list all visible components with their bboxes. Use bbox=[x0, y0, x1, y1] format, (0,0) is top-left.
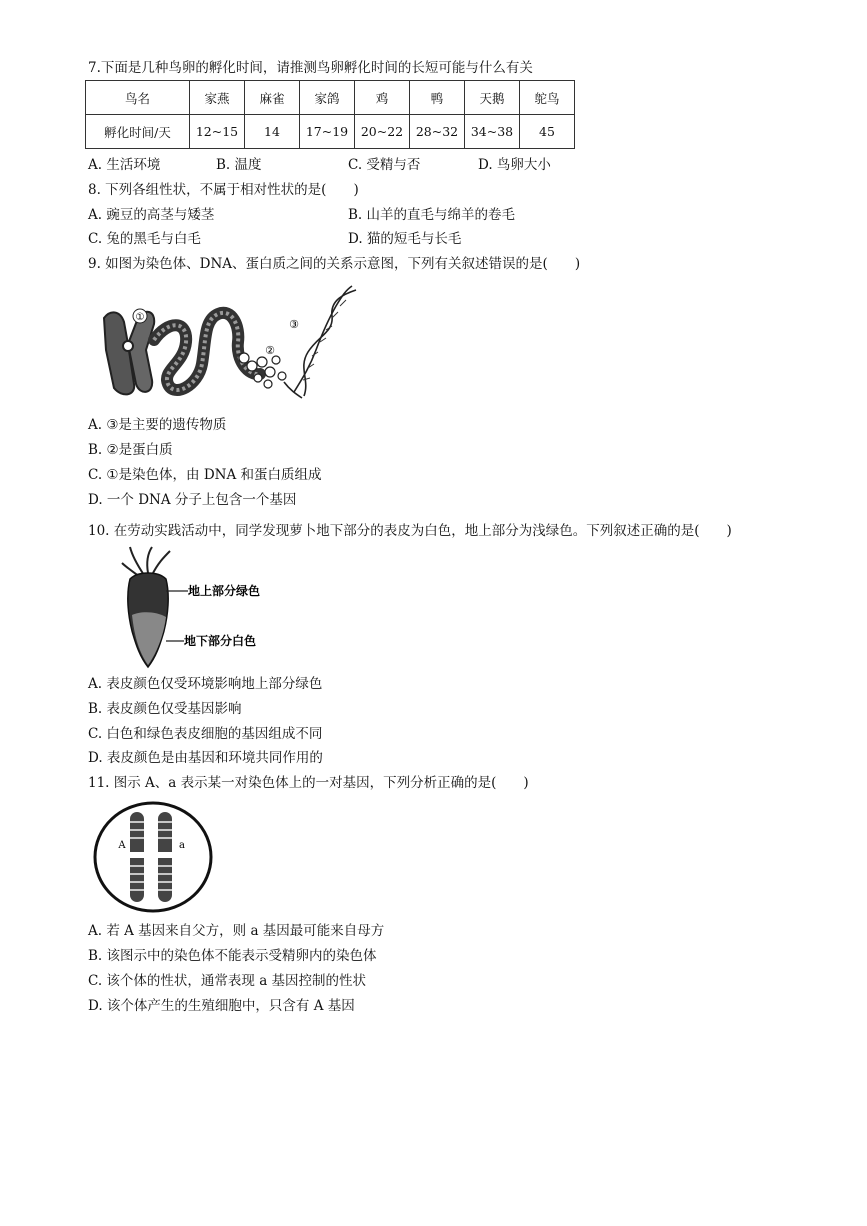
q8-option-d[interactable]: D. 猫的短毛与长毛 bbox=[348, 231, 462, 247]
table-cell: 鸡 bbox=[355, 81, 410, 115]
q11-option-b[interactable]: B. 该图示中的染色体不能表示受精卵内的染色体 bbox=[88, 948, 377, 964]
table-cell: 34~38 bbox=[465, 115, 520, 149]
q10-stem: 10. 在劳动实践活动中，同学发现萝卜地下部分的表皮为白色，地上部分为浅绿色。下列叙述正确的是( ) bbox=[88, 523, 732, 539]
q9-option-b[interactable]: B. ②是蛋白质 bbox=[88, 442, 173, 458]
q8-option-a[interactable]: A. 豌豆的高茎与矮茎 bbox=[88, 207, 215, 223]
figure-label-below-ground: 地下部分白色 bbox=[184, 634, 257, 648]
q7-option-d[interactable]: D. 鸟卵大小 bbox=[478, 157, 551, 173]
table-row bbox=[86, 115, 575, 149]
table-cell: 20~22 bbox=[355, 115, 410, 149]
table-cell: 17~19 bbox=[300, 115, 355, 149]
q10-option-a[interactable]: A. 表皮颜色仅受环境影响地上部分绿色 bbox=[88, 676, 323, 692]
table-row bbox=[86, 81, 575, 115]
chromosome-pair-figure bbox=[90, 798, 216, 916]
q8-option-c[interactable]: C. 兔的黑毛与白毛 bbox=[88, 231, 201, 247]
table-cell: 鸟名 bbox=[86, 81, 190, 115]
q10-option-c[interactable]: C. 白色和绿色表皮细胞的基因组成不同 bbox=[88, 726, 323, 742]
figure-label-above-ground: 地上部分绿色 bbox=[188, 584, 261, 598]
hatch-time-table bbox=[85, 80, 575, 149]
q9-option-d[interactable]: D. 一个 DNA 分子上包含一个基因 bbox=[88, 492, 297, 508]
q7-option-a[interactable]: A. 生活环境 bbox=[88, 157, 161, 173]
q7-stem: 7.下面是几种鸟卵的孵化时间，请推测鸟卵孵化时间的长短可能与什么有关 bbox=[88, 60, 533, 76]
figure-label-3: ③ bbox=[289, 318, 299, 331]
q11-option-a[interactable]: A. 若 A 基因来自父方，则 a 基因最可能来自母方 bbox=[88, 923, 385, 939]
q9-option-c[interactable]: C. ①是染色体，由 DNA 和蛋白质组成 bbox=[88, 467, 322, 483]
cell-membrane-shape bbox=[95, 803, 211, 911]
table-cell: 28~32 bbox=[410, 115, 465, 149]
gene-label-a: a bbox=[179, 840, 185, 851]
table-cell: 45 bbox=[520, 115, 575, 149]
table-cell: 鸵鸟 bbox=[520, 81, 575, 115]
table-cell: 家燕 bbox=[190, 81, 245, 115]
chromosome-dna-protein-figure bbox=[98, 280, 360, 410]
table-cell: 14 bbox=[245, 115, 300, 149]
figure-label-1: ① bbox=[135, 312, 145, 323]
q9-stem: 9. 如图为染色体、DNA、蛋白质之间的关系示意图，下列有关叙述错误的是( ) bbox=[88, 256, 581, 272]
chromosome-shape bbox=[104, 312, 154, 395]
q10-option-b[interactable]: B. 表皮颜色仅受基因影响 bbox=[88, 701, 242, 717]
table-cell: 麻雀 bbox=[245, 81, 300, 115]
table-cell: 鸭 bbox=[410, 81, 465, 115]
gene-label-A: A bbox=[118, 840, 126, 851]
table-cell: 孵化时间/天 bbox=[86, 115, 190, 149]
q8-option-b[interactable]: B. 山羊的直毛与绵羊的卷毛 bbox=[348, 207, 516, 223]
figure-label-2: ② bbox=[265, 344, 275, 357]
table-cell: 天鹅 bbox=[465, 81, 520, 115]
q10-option-d[interactable]: D. 表皮颜色是由基因和环境共同作用的 bbox=[88, 750, 323, 766]
carrot-figure bbox=[118, 545, 278, 671]
q7-option-c[interactable]: C. 受精与否 bbox=[348, 157, 421, 173]
q9-option-a[interactable]: A. ③是主要的遗传物质 bbox=[88, 417, 227, 433]
chromosome-left-shape bbox=[130, 812, 144, 902]
q7-option-b[interactable]: B. 温度 bbox=[216, 157, 262, 173]
q11-stem: 11. 图示 A、a 表示某一对染色体上的一对基因，下列分析正确的是( ) bbox=[88, 775, 529, 791]
table-cell: 12~15 bbox=[190, 115, 245, 149]
chromosome-right-shape bbox=[158, 812, 172, 902]
table-cell: 家鸽 bbox=[300, 81, 355, 115]
q11-option-c[interactable]: C. 该个体的性状，通常表现 a 基因控制的性状 bbox=[88, 973, 367, 989]
q11-option-d[interactable]: D. 该个体产生的生殖细胞中，只含有 A 基因 bbox=[88, 998, 355, 1014]
q8-stem: 8. 下列各组性状，不属于相对性状的是( ) bbox=[88, 182, 359, 198]
